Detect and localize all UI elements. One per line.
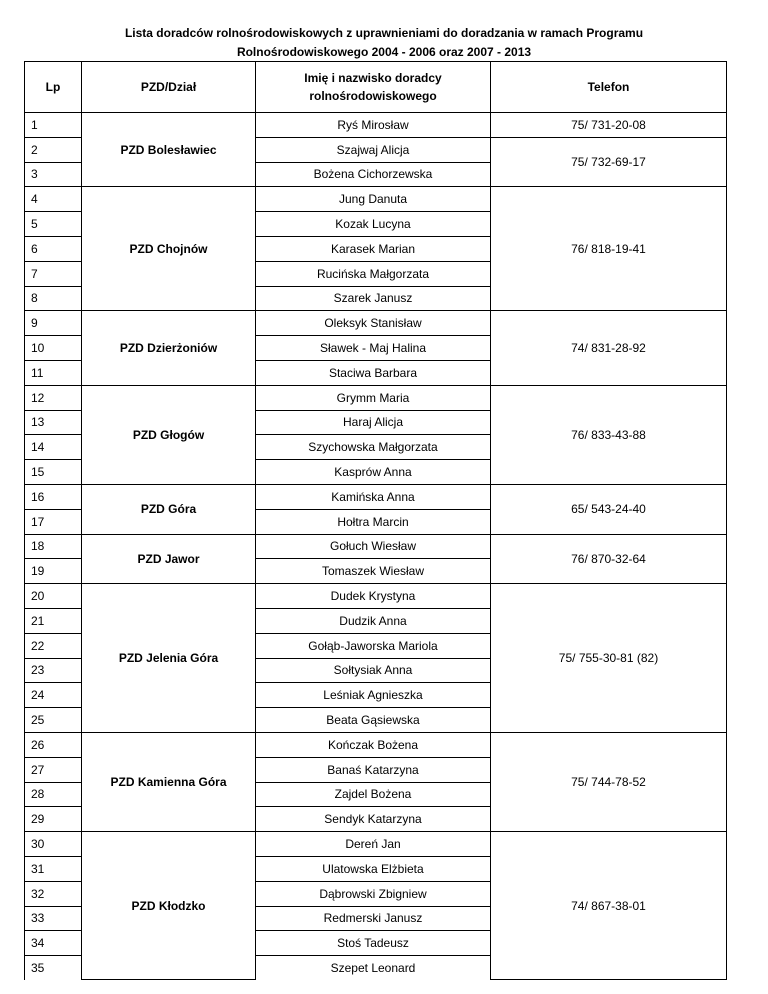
cell-lp: 8 [25,286,82,311]
cell-lp: 32 [25,881,82,906]
table-row [25,187,727,212]
cell-lp: 5 [25,212,82,237]
cell-advisor-name: Zajdel Bożena [256,782,491,807]
header-name: Imię i nazwisko doradcy rolnośrodowiskowego [256,62,491,113]
cell-advisor-name: Oleksyk Stanisław [256,311,491,336]
cell-pzd: PZD Bolesławiec [82,113,256,187]
cell-pzd: PZD Kamienna Góra [82,732,256,831]
table-body [25,113,727,980]
cell-lp: 17 [25,509,82,534]
cell-lp: 10 [25,336,82,361]
cell-advisor-name: Gołąb-Jaworska Mariola [256,633,491,658]
cell-advisor-name: Leśniak Agnieszka [256,683,491,708]
cell-advisor-name: Beata Gąsiewska [256,708,491,733]
cell-advisor-name: Dudzik Anna [256,608,491,633]
cell-phone: 75/ 731-20-08 [491,113,727,138]
cell-lp: 20 [25,584,82,609]
cell-lp: 26 [25,732,82,757]
cell-advisor-name: Tomaszek Wiesław [256,559,491,584]
table-row [25,534,727,559]
table-row [25,584,727,609]
cell-advisor-name: Szepet Leonard [256,956,491,980]
cell-advisor-name: Jung Danuta [256,187,491,212]
cell-lp: 2 [25,137,82,162]
cell-lp: 30 [25,832,82,857]
cell-lp: 3 [25,162,82,187]
cell-pzd: PZD Góra [82,484,256,534]
cell-lp: 22 [25,633,82,658]
cell-phone: 76/ 833-43-88 [491,385,727,484]
cell-phone: 65/ 543-24-40 [491,484,727,534]
cell-advisor-name: Bożena Cichorzewska [256,162,491,187]
cell-advisor-name: Szarek Janusz [256,286,491,311]
cell-advisor-name: Szajwaj Alicja [256,137,491,162]
cell-lp: 11 [25,360,82,385]
cell-lp: 31 [25,856,82,881]
cell-lp: 29 [25,807,82,832]
title-line-1: Lista doradców rolnośrodowiskowych z uprawnieniami do doradzania w ramach Programu [124,26,644,40]
cell-advisor-name: Kasprów Anna [256,460,491,485]
cell-advisor-name: Ulatowska Elżbieta [256,856,491,881]
table-row [25,311,727,336]
advisors-table [24,61,727,980]
cell-lp: 13 [25,410,82,435]
cell-advisor-name: Grymm Maria [256,385,491,410]
cell-advisor-name: Haraj Alicja [256,410,491,435]
cell-lp: 24 [25,683,82,708]
cell-lp: 18 [25,534,82,559]
cell-lp: 4 [25,187,82,212]
table-header-row [25,62,727,113]
cell-phone: 76/ 818-19-41 [491,187,727,311]
cell-lp: 23 [25,658,82,683]
cell-pzd: PZD Kłodzko [82,832,256,980]
cell-phone: 74/ 867-38-01 [491,832,727,980]
table-row [25,832,727,857]
cell-phone: 76/ 870-32-64 [491,534,727,584]
document-title [0,24,768,62]
cell-advisor-name: Sławek - Maj Halina [256,336,491,361]
cell-lp: 33 [25,906,82,931]
cell-lp: 15 [25,460,82,485]
cell-lp: 7 [25,261,82,286]
cell-phone: 74/ 831-28-92 [491,311,727,385]
cell-advisor-name: Sendyk Katarzyna [256,807,491,832]
cell-advisor-name: Hołtra Marcin [256,509,491,534]
header-phone: Telefon [491,62,727,113]
cell-lp: 1 [25,113,82,138]
cell-lp: 21 [25,608,82,633]
cell-pzd: PZD Jelenia Góra [82,584,256,733]
table-row [25,484,727,509]
cell-lp: 25 [25,708,82,733]
cell-lp: 14 [25,435,82,460]
cell-advisor-name: Kozak Lucyna [256,212,491,237]
cell-lp: 34 [25,931,82,956]
table-row [25,385,727,410]
cell-advisor-name: Rucińska Małgorzata [256,261,491,286]
cell-lp: 9 [25,311,82,336]
cell-advisor-name: Dudek Krystyna [256,584,491,609]
cell-pzd: PZD Jawor [82,534,256,584]
cell-lp: 19 [25,559,82,584]
cell-phone: 75/ 755-30-81 (82) [491,584,727,733]
cell-advisor-name: Gołuch Wiesław [256,534,491,559]
cell-pzd: PZD Chojnów [82,187,256,311]
cell-lp: 6 [25,236,82,261]
cell-advisor-name: Karasek Marian [256,236,491,261]
cell-advisor-name: Dereń Jan [256,832,491,857]
header-pzd: PZD/Dział [82,62,256,113]
cell-advisor-name: Banaś Katarzyna [256,757,491,782]
cell-lp: 12 [25,385,82,410]
cell-advisor-name: Kończak Bożena [256,732,491,757]
header-lp: Lp [25,62,82,113]
cell-lp: 27 [25,757,82,782]
cell-advisor-name: Ryś Mirosław [256,113,491,138]
cell-pzd: PZD Dzierżoniów [82,311,256,385]
cell-phone: 75/ 732-69-17 [491,137,727,187]
cell-advisor-name: Sołtysiak Anna [256,658,491,683]
table-row [25,113,727,138]
cell-advisor-name: Dąbrowski Zbigniew [256,881,491,906]
cell-advisor-name: Stoś Tadeusz [256,931,491,956]
cell-advisor-name: Redmerski Janusz [256,906,491,931]
cell-advisor-name: Szychowska Małgorzata [256,435,491,460]
table-row [25,732,727,757]
cell-lp: 16 [25,484,82,509]
cell-advisor-name: Kamińska Anna [256,484,491,509]
title-line-2: Rolnośrodowiskowego 2004 - 2006 oraz 2007 - 2013 [236,45,532,59]
cell-lp: 35 [25,956,82,980]
cell-advisor-name: Staciwa Barbara [256,360,491,385]
cell-pzd: PZD Głogów [82,385,256,484]
cell-lp: 28 [25,782,82,807]
cell-phone: 75/ 744-78-52 [491,732,727,831]
